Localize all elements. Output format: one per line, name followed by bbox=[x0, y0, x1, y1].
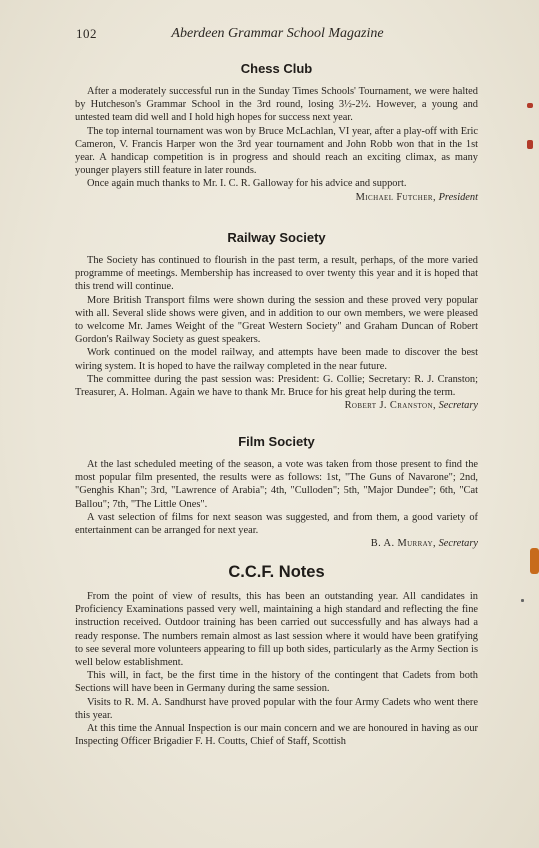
margin-tab-mark bbox=[530, 548, 539, 574]
section-title: Railway Society bbox=[227, 230, 326, 245]
running-title: Aberdeen Grammar School Magazine bbox=[171, 26, 384, 41]
paragraph: The committee during the past session was: President: G. Collie; Secretary: R. J. Cranston; Treasurer, A. Holman. Again we have to thank Mr. Bruce for his great help during the term. bbox=[75, 373, 478, 399]
paragraph: After a moderately successful run in the Sunday Times Schools' Tournament, we were halted by Hutcheson's Grammar School in the 3rd round, losing 3½-2½. However, a young and untested team did well and I hold high hopes for success next year. bbox=[75, 86, 478, 124]
section-title: Film Society bbox=[238, 434, 315, 449]
signature-name: Michael Futcher, bbox=[355, 191, 436, 203]
paragraph: From the point of view of results, this has been an outstanding year. All candidates in Proficiency Examinations passed very well, maintaining a high standard and reflecting the fine instruction received. Outdoor training has been carried out successfully and has always had a ready response. The numbers remain almost as last session where it would have been gratifying to see several more volunteers appearing to fill up both sides, particularly as the Army Section is well below establishment. bbox=[75, 591, 478, 669]
signature bbox=[75, 537, 478, 550]
signature-name: B. A. Murray, bbox=[370, 538, 436, 550]
paragraph: This will, in fact, be the first time in the history of the contingent that Cadets from both Sections will have been in Germany during the same session. bbox=[75, 670, 478, 695]
paragraph: A vast selection of films for next season was suggested, and from them, a good variety of entertainment can be arranged for next year. bbox=[75, 511, 478, 537]
paragraph: The top internal tournament was won by Bruce McLachlan, VI year, after a play-off with Eric Cameron, V. Francis Harper won the 3rd year tournament and John Robb won that in the 1st year. A handicap competition is in progress and should reach an exciting climax, as many younger players still feature in later rounds. bbox=[75, 125, 478, 177]
paragraph: More British Transport films were shown during the session and these proved very popular with all. Several slide shows were given, and in addition to our own members, we were pleased to welcome Mr. James Weight of the "Great Western Society" and Graham Duncan of Robert Gordon's Railway Society as guest speakers. bbox=[75, 294, 478, 346]
film-society-section bbox=[75, 434, 478, 550]
paragraph: The Society has continued to flourish in the past term, a result, perhaps, of the more varied programme of meetings. Membership has increased to over twenty this year and it is hoped that this trend will continue. bbox=[75, 255, 478, 293]
section-title: C.C.F. Notes bbox=[228, 563, 325, 581]
railway-society-section bbox=[75, 230, 478, 412]
chess-club-section bbox=[75, 61, 478, 204]
paragraph: Work continued on the model railway, and attempts have been made to discover the best wiring system. It is hoped to have the railway completed in the near future. bbox=[75, 347, 478, 372]
signature-role: President bbox=[438, 191, 478, 203]
signature-name: Robert J. Cranston, bbox=[344, 400, 436, 412]
section-title: Chess Club bbox=[240, 61, 313, 76]
ccf-notes-section bbox=[75, 563, 478, 748]
paragraph: Once again much thanks to Mr. I. C. R. Galloway for his advice and support. bbox=[87, 178, 407, 190]
signature bbox=[75, 399, 478, 412]
paragraph: At the last scheduled meeting of the season, a vote was taken from those present to find the most popular film presented, the results were as follows: 1st, "The Guns of Navarone"; 2nd, "Genghis Khan"; 3rd, "Lawrence of Arabia"; 4th, "Culloden"; 5th, "Major Dundee"; 6th, "Cat Ballou"; 7th, "The Little Ones". bbox=[75, 459, 478, 510]
signature bbox=[75, 191, 478, 204]
margin-speck bbox=[521, 599, 524, 602]
signature-role: Secretary bbox=[438, 538, 478, 550]
paragraph: At this time the Annual Inspection is our main concern and we are honoured in having as our Inspecting Officer Brigadier F. H. Coutts, Chief of Staff, Scottish bbox=[75, 723, 478, 748]
page-number: 102 bbox=[76, 26, 97, 41]
signature-role: Secretary bbox=[438, 400, 478, 412]
margin-mark bbox=[527, 140, 533, 149]
margin-mark bbox=[527, 103, 533, 108]
page-header bbox=[76, 26, 479, 44]
paragraph: Visits to R. M. A. Sandhurst have proved popular with the four Army Cadets who went there this year. bbox=[75, 696, 478, 721]
